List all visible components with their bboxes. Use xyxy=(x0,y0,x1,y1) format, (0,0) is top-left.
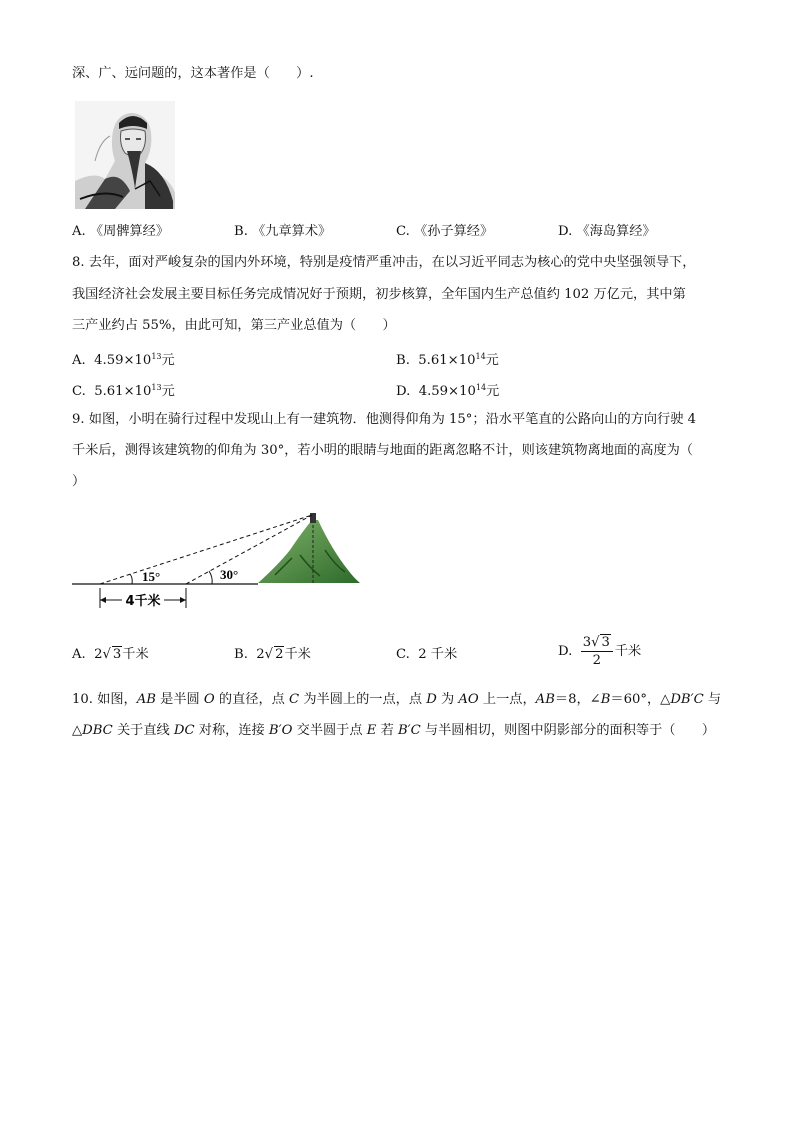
mountain xyxy=(258,520,360,583)
q10-stem-line-2 xyxy=(72,721,715,741)
math-var: E xyxy=(366,723,377,738)
fraction-denominator: 2 xyxy=(592,653,601,668)
q9-stem-line-1: 9. 如图，小明在骑行过程中发现山上有一建筑物．他测得仰角为 15°；沿水平笔直的公路向山的方向行驶 4 xyxy=(72,412,696,427)
option-letter: D. xyxy=(396,384,411,399)
q9-option-a[interactable] xyxy=(72,645,149,665)
option-base: 4.59×10 xyxy=(418,384,476,399)
option-letter: B. xyxy=(234,647,248,662)
option-letter: C. xyxy=(72,384,86,399)
option-letter: B. xyxy=(396,353,410,368)
option-base: 5.61×10 xyxy=(418,353,476,368)
fraction-numerator-coef: 3 xyxy=(582,635,592,650)
text-run: 关于直线 xyxy=(112,723,174,738)
option-unit: 元 xyxy=(161,384,175,399)
option-unit: 千米 xyxy=(284,647,311,662)
math-var: O xyxy=(203,692,215,707)
option-radicand: 2 xyxy=(275,647,284,662)
math-var: AO xyxy=(458,692,479,707)
q8-option-c[interactable] xyxy=(72,378,175,402)
option-base: 4.59×10 xyxy=(94,353,152,368)
math-var: C xyxy=(289,692,300,707)
q8-option-b[interactable] xyxy=(396,347,499,371)
fraction xyxy=(581,634,613,669)
option-unit: 千米 xyxy=(122,647,149,662)
option-coef: 2 xyxy=(256,647,265,662)
q9-option-d[interactable] xyxy=(558,634,641,669)
q9-stem-line-2: 千米后，测得该建筑物的仰角为 30°，若小明的眼睛与地面的距离忽略不计，则该建筑物离地面的高度为（ xyxy=(72,443,693,458)
math-var: D xyxy=(426,692,437,707)
option-text: 2 千米 xyxy=(418,647,458,662)
text-run: △ xyxy=(72,723,83,738)
text-run: 为半圆上的一点，点 xyxy=(299,692,427,707)
q8-option-a[interactable] xyxy=(72,347,175,371)
text-run: ＝60°，△ xyxy=(610,692,671,707)
q7-option-d[interactable]: D. 《海岛算经》 xyxy=(558,224,656,239)
q8-stem-line-1: 8. 去年，面对严峻复杂的国内外环境，特别是疫情严重冲击，在以习近平同志为核心的党中央坚强领导下， xyxy=(72,255,696,270)
math-var: B xyxy=(600,692,611,707)
text-run: ＝8，∠ xyxy=(554,692,601,707)
angle-label-30: 30° xyxy=(220,567,239,582)
math-var: B′C xyxy=(397,723,421,738)
q10-stem-line-1 xyxy=(72,690,721,710)
text-run: 是半圆 xyxy=(155,692,204,707)
angle-arc-30 xyxy=(209,571,212,584)
math-var: DC xyxy=(173,723,195,738)
text-run: 的直径，点 xyxy=(214,692,290,707)
math-var: B′O xyxy=(268,723,293,738)
option-unit: 元 xyxy=(486,384,500,399)
option-unit: 元 xyxy=(485,353,499,368)
q9-option-c[interactable] xyxy=(396,645,457,665)
q9-stem-line-3: ） xyxy=(72,474,86,489)
text-run: 与半圆相切，则图中阴影部分的面积等于（ ） xyxy=(420,723,716,738)
math-var: AB xyxy=(535,692,555,707)
option-exponent: 13 xyxy=(151,383,162,392)
q8-stem-line-2: 我国经济社会发展主要目标任务完成情况好于预期，初步核算，全年国内生产总值约 102 万亿元，其中第 xyxy=(72,287,686,302)
option-unit: 元 xyxy=(161,353,175,368)
text-run: 10. 如图， xyxy=(72,692,137,707)
option-exponent: 14 xyxy=(475,383,487,392)
text-run: 交半圆于点 xyxy=(292,723,367,738)
option-exponent: 14 xyxy=(475,352,486,361)
text-run: 上一点， xyxy=(478,692,536,707)
math-var: AB xyxy=(136,692,156,707)
text-run: 对称，连接 xyxy=(194,723,269,738)
sqrt-sign: √ xyxy=(102,647,111,662)
math-var: DB′C xyxy=(670,692,704,707)
q9-figure xyxy=(70,510,370,615)
math-var: DBC xyxy=(82,723,113,738)
option-radicand: 3 xyxy=(112,647,122,662)
angle-label-15: 15° xyxy=(142,569,161,584)
q7-tail-text: 深、广、远问题的，这本著作是（ ）. xyxy=(72,66,314,81)
fraction-numerator-radicand: 3 xyxy=(601,635,610,650)
option-exponent: 13 xyxy=(151,352,162,361)
text-run: 为 xyxy=(436,692,459,707)
option-base: 5.61×10 xyxy=(94,384,152,399)
mathematician-portrait xyxy=(75,101,175,209)
q7-option-c[interactable]: C. 《孙子算经》 xyxy=(396,224,494,239)
option-letter: A. xyxy=(72,353,86,368)
q8-option-d[interactable] xyxy=(396,378,499,402)
text-run: 与 xyxy=(703,692,722,707)
text-run: 若 xyxy=(376,723,398,738)
distance-label: 4千米 xyxy=(125,594,161,609)
option-letter: A. xyxy=(72,647,86,662)
sqrt-sign: √ xyxy=(591,635,600,650)
sqrt-sign: √ xyxy=(264,647,274,662)
option-letter: D. xyxy=(558,644,573,659)
angle-arc-15 xyxy=(130,574,132,584)
option-unit: 千米 xyxy=(614,644,642,659)
q8-stem-line-3: 三产业约占 55%，由此可知，第三产业总值为（ ） xyxy=(72,318,396,333)
q9-option-b[interactable] xyxy=(234,645,311,665)
q7-option-b[interactable]: B. 《九章算术》 xyxy=(234,224,332,239)
option-letter: C. xyxy=(396,647,410,662)
option-coef: 2 xyxy=(94,647,103,662)
q7-option-a[interactable]: A. 《周髀算经》 xyxy=(72,224,170,239)
